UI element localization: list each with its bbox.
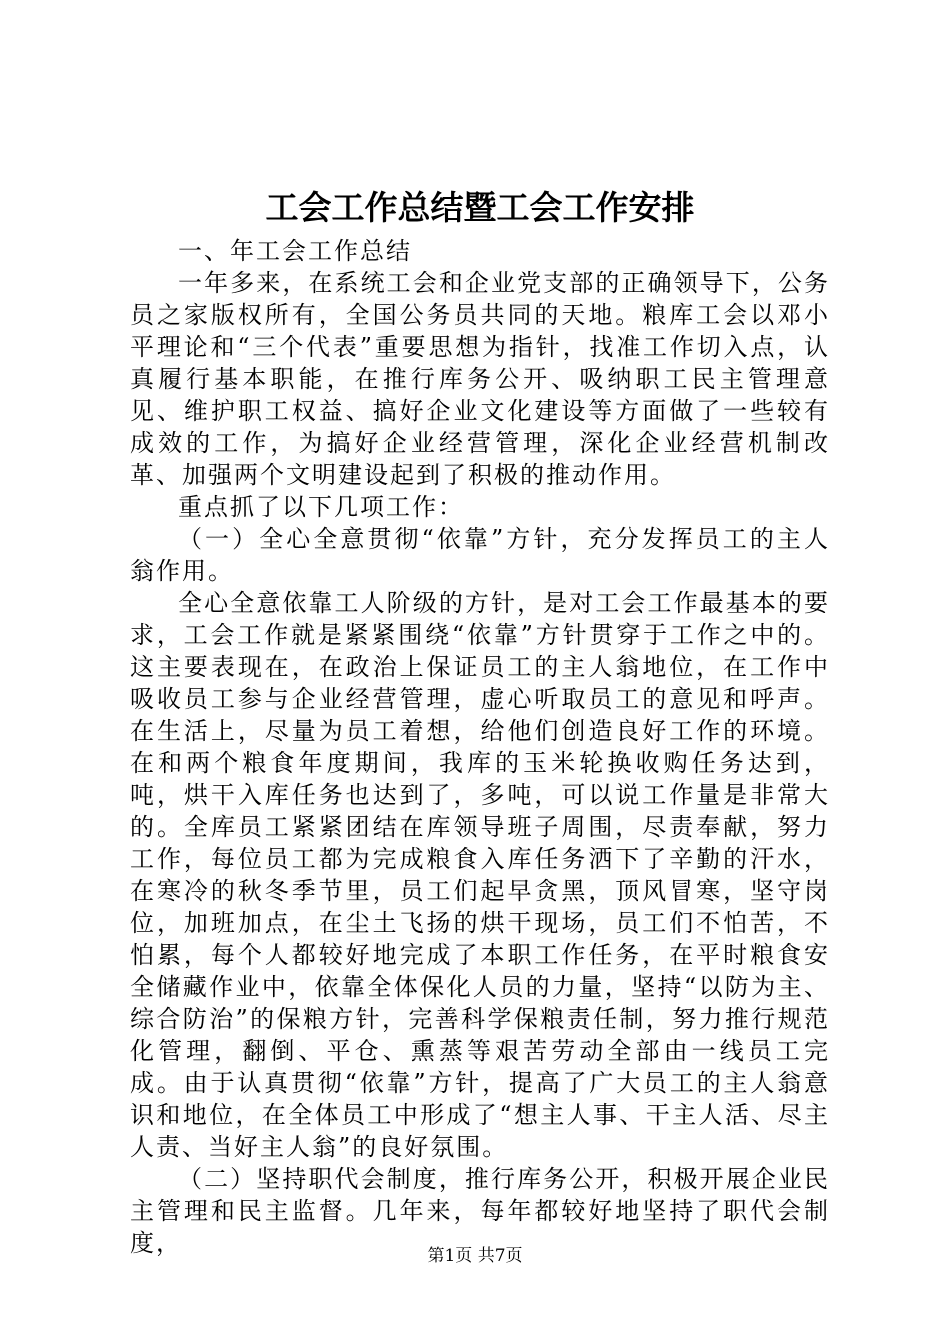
paragraph-intro: 一年多来，在系统工会和企业党支部的正确领导下，公务员之家版权所有，全国公务员共同的天地。粮库工会以邓小平理论和“三个代表”重要思想为指针，找准工作切入点，认真履行基本职能，在推行库务公开、吸纳职工民主管理意见、维护职工权益、搞好企业文化建设等方面做了一些较有成效的工作，为搞好企业经营管理，深化企业经营机制改革、加强两个文明建设起到了积极的推动作用。	[130, 269, 830, 489]
document-title: 工会工作总结暨工会工作安排	[265, 188, 695, 227]
page-footer: 第1页 共7页	[427, 1246, 523, 1266]
subheading-two: （二）坚持职代会制度，推行库务公开，积极开展企业民主管理和民主监督。几年来，每年都较好地坚持了职代会制度，	[130, 1165, 830, 1257]
document-body	[130, 235, 830, 1259]
subheading-one: （一）全心全意贯彻“依靠”方针，充分发挥员工的主人翁作用。	[130, 525, 830, 585]
paragraph-reliance: 全心全意依靠工人阶级的方针，是对工会工作最基本的要求，工会工作就是紧紧围绕“依靠”方针贯穿于工作之中的。这主要表现在，在政治上保证员工的主人翁地位，在工作中吸收员工参与企业经营管理，虚心听取员工的意见和呼声。在生活上，尽量为员工着想，给他们创造良好工作的环境。在和两个粮食年度期间，我库的玉米轮换收购任务达到，吨，烘干入库任务也达到了，多吨，可以说工作量是非常大的。全库员工紧紧团结在库领导班子周围，尽责奉献，努力工作，每位员工都为完成粮食入库任务洒下了辛勤的汗水，在寒冷的秋冬季节里，员工们起早贪黑，顶风冒寒，坚守岗位，加班加点，在尘土飞扬的烘干现场，员工们不怕苦，不怕累，每个人都较好地完成了本职工作任务，在平时粮食安全储藏作业中，依靠全体保化人员的力量，坚持“以防为主、综合防治”的保粮方针，完善科学保粮责任制，努力推行规范化管理，翻倒、平仓、熏蒸等艰苦劳动全部由一线员工完成。由于认真贯彻“依靠”方针，提高了广大员工的主人翁意识和地位，在全体员工中形成了“想主人事、干主人活、尽主人责、当好主人翁”的良好氛围。	[130, 589, 830, 1161]
paragraph-key-tasks: 重点抓了以下几项工作：	[178, 493, 464, 521]
section-heading: 一、年工会工作总结	[178, 237, 412, 265]
